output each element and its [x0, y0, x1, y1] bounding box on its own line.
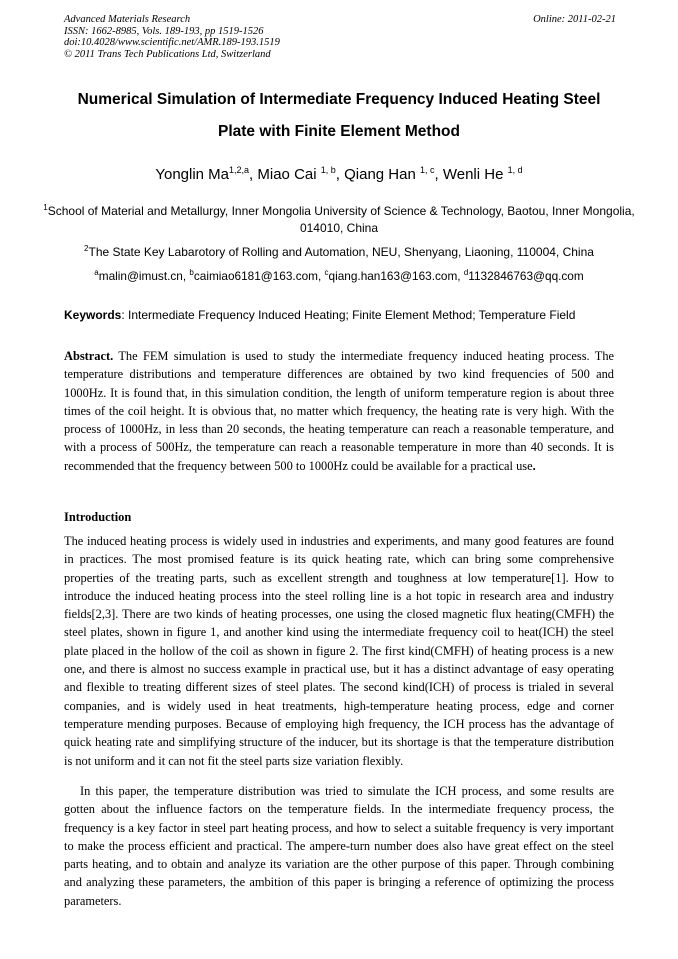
- email-mark: c: [324, 268, 329, 277]
- journal-header: [64, 14, 616, 60]
- author-name: Wenli He: [442, 166, 504, 183]
- abstract: [64, 347, 614, 475]
- keywords-label: Keywords: [64, 308, 122, 322]
- author-name: Qiang Han: [344, 166, 416, 183]
- affiliation-text: The State Key Labarotory of Rolling and Automation, NEU, Shenyang, Liaoning, 110004, China: [88, 245, 594, 259]
- introduction-paragraph-1: The induced heating process is widely used in industries and experiments, and many good features are found in practices. The most promised feature is its quick heating rate, which can bring some comprehensive properties of the treating parts, such as excellent strength and toughness at low temperature[1]. How to introduce the induced heating process into the steel rolling line is a hot topic in research area and industry fields[2,3]. There are two kinds of heating processes, one using the closed magnetic flux heating(CMFH) the steel plates, shown in figure 1, and another kind using the intermediate frequency coil to heat(ICH) the steel plate placed in the hollow of the coil as shown in figure 2. The first kind(CMFH) of heating process is a new one, and there is almost no success example in practical use, but it has a distinct advantage of easy operating and flexible to treating different sizes of steel plates. The second kind(ICH) of process is trialed in several companies, and is widely used in heat treatments, high-temperature heating process, edge and corner temperature mending purposes. Because of employing high frequency, the ICH process has the advantage of quick heating rate and simplifying structure of the inducer, but its shortage is that the temperature distribution is not uniform and it can not fit the steel parts size variation flexibly.: [64, 534, 614, 768]
- journal-issn: ISSN: 1662-8985, Vols. 189-193, pp 1519-1526: [64, 25, 264, 37]
- journal-name: Advanced Materials Research: [64, 14, 191, 25]
- paper-title-line-1: Numerical Simulation of Intermediate Frequency Induced Heating Steel: [77, 91, 601, 108]
- affiliation-text: School of Material and Metallurgy, Inner Mongolia University of Science & Technology, Baotou, Inner Mongolia, 014010, China: [47, 204, 635, 235]
- author-affiliation-mark: 1,2,a: [229, 165, 250, 175]
- email-address: qiang.han163@163.com,: [328, 269, 461, 283]
- online-date: Online: 2011-02-21: [533, 14, 616, 25]
- abstract-text: The FEM simulation is used to study the intermediate frequency induced heating process. The temperature distributions and temperature differences are obtained by two kind frequencies of 500 and 1000Hz. It is found that, in this simulation condition, the length of uniform temperature region is about three times of the coil height. It is obvious that, no matter which frequency, the heating rate is very high. With the process of 1000Hz, in less than 20 seconds, the heating temperature can reach a reasonable temperature, and with a process of 500Hz, the temperature can reach a reasonable temperature in more than 40 seconds. It is recommended that the frequency between 500 to 1000Hz could be available for a practical use: [64, 349, 615, 473]
- email-mark: b: [189, 268, 194, 277]
- affiliation-2: [40, 244, 638, 261]
- email-address: caimiao6181@163.com,: [193, 269, 322, 283]
- abstract-end-period: .: [532, 458, 536, 473]
- email-address: 1132846763@qq.com: [468, 269, 584, 283]
- email-mark: a: [94, 268, 99, 277]
- section-heading-introduction: Introduction: [64, 510, 132, 524]
- keywords: [64, 308, 624, 322]
- keywords-text: : Intermediate Frequency Induced Heating; Finite Element Method; Temperature Field: [121, 308, 576, 322]
- author-name: Yonglin Ma: [155, 166, 230, 183]
- author-name: Miao Cai: [257, 166, 317, 183]
- journal-copyright: © 2011 Trans Tech Publications Ltd, Switzerland: [64, 48, 271, 60]
- author-emails: [40, 268, 638, 285]
- affiliation-1: [40, 203, 638, 237]
- journal-doi: doi:10.4028/www.scientific.net/AMR.189-193.1519: [64, 37, 280, 48]
- author-affiliation-mark: 1, c: [420, 165, 435, 175]
- affiliation-mark: 2: [84, 244, 89, 253]
- author-affiliation-mark: 1, d: [507, 165, 523, 175]
- abstract-label: Abstract.: [64, 349, 114, 363]
- author-list: Yonglin Ma$^{1,2,a}$, Miao Cai $^{1, b}$, Qiang Han $^{1, c}$, Wenli He $^{1, d}$: [155, 165, 523, 183]
- introduction-paragraph-2: In this paper, the temperature distribution was tried to simulate the ICH process, and some results are gotten about the influence factors on the temperature fields. In the intermediate frequency process, the frequency is a key factor in steel part heating process, and how to select a suitable frequency is very important to make the process efficient and practical. The ampere-turn number does also have great effect on the steel parts heating, and to obtain and analyze its variation are the other purpose of this paper. Through combining and analyzing these parameters, the ambition of this paper is bringing a reference of optimizing the process parameters.: [64, 784, 614, 908]
- email-address: malin@imust.cn,: [98, 269, 187, 283]
- email-mark: d: [463, 268, 469, 277]
- author-affiliation-mark: 1, b: [320, 165, 336, 175]
- paper-title-line-2: Plate with Finite Element Method: [218, 123, 460, 140]
- affiliation-mark: 1: [43, 203, 48, 212]
